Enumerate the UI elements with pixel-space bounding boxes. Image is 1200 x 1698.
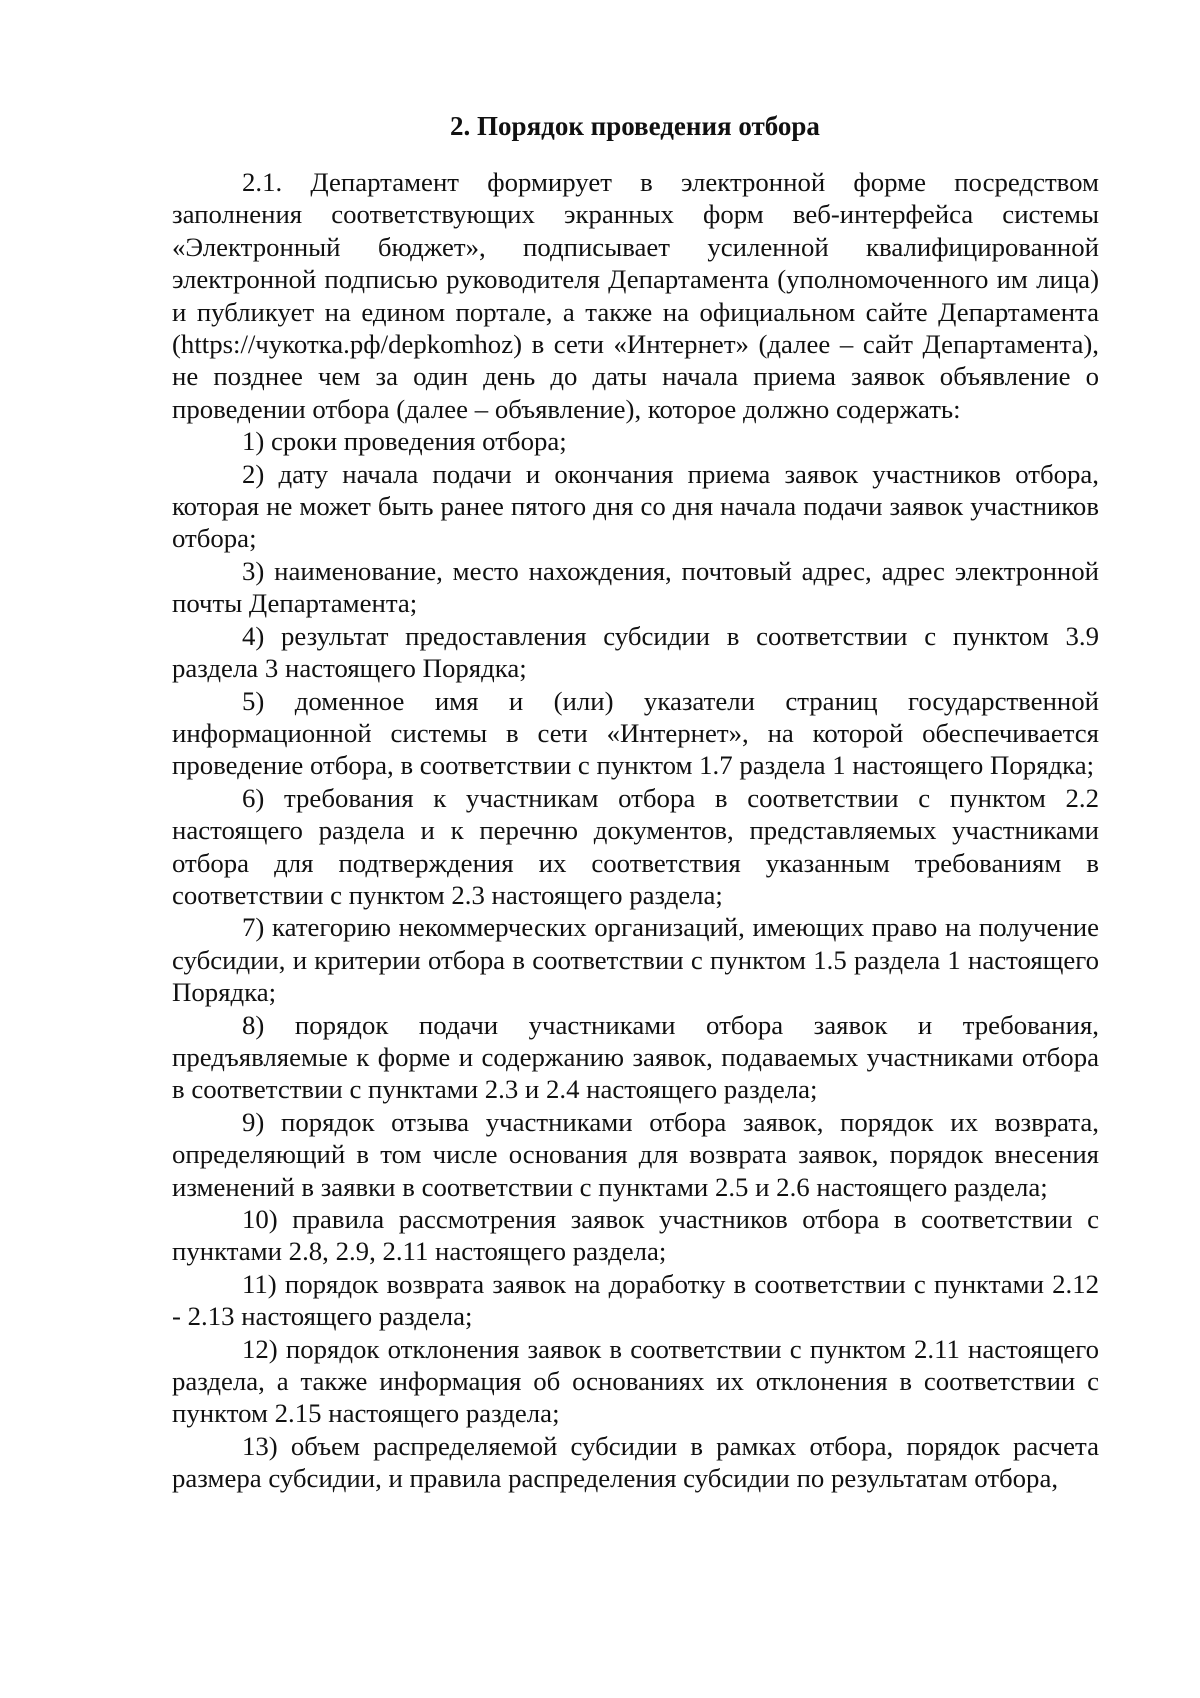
list-item-10: 10) правила рассмотрения заявок участников отбора в соответствии с пунктами 2.8, 2.9, 2.11 настоящего раздела; [172, 1204, 1099, 1267]
list-item-7: 7) категорию некоммерческих организаций, имеющих право на получение субсидии, и критерии отбора в соответствии с пунктом 1.5 раздела 1 настоящего Порядка; [172, 912, 1099, 1008]
list-item-9: 9) порядок отзыва участниками отбора заявок, порядок их возврата, определяющий в том числе основания для возврата заявок, порядок внесения изменений в заявки в соответствии с пунктами 2.5 и 2.6 настоящего раздела; [172, 1106, 1099, 1202]
list-item-12: 12) порядок отклонения заявок в соответствии с пунктом 2.11 настоящего раздела, а также информация об основаниях их отклонения в соответствии с пунктом 2.15 настоящего раздела; [172, 1333, 1099, 1429]
paragraph-2-1: 2.1. Департамент формирует в электронной форме посредством заполнения соответствующих экранных форм веб-интерфейса системы «Электронный бюджет», подписывает усиленной квалифицированной электронной подписью руководителя Департамента (уполномоченного им лица) и публикует на едином портале, а также на официальном сайте Департамента (https://чукотка.рф/depkomhoz) в сети «Интернет» (далее – сайт Департамента), не позднее чем за один день до даты начала приема заявок объявление о проведении отбора (далее – объявление), которое должно содержать: [172, 167, 1099, 424]
list-item-3: 3) наименование, место нахождения, почтовый адрес, адрес электронной почты Департамента; [172, 555, 1099, 619]
section-heading: 2. Порядок проведения отбора [450, 111, 820, 141]
list-item-1: 1) сроки проведения отбора; [242, 426, 567, 457]
list-item-4: 4) результат предоставления субсидии в соответствии с пунктом 3.9 раздела 3 настоящего Порядка; [172, 620, 1099, 684]
list-item-11: 11) порядок возврата заявок на доработку в соответствии с пунктами 2.12 - 2.13 настоящего раздела; [172, 1268, 1099, 1332]
list-item-13: 13) объем распределяемой субсидии в рамках отбора, порядок расчета размера субсидии, и правила распределения субсидии по результатам отбора, [172, 1430, 1099, 1494]
list-item-8: 8) порядок подачи участниками отбора заявок и требования, предъявляемые к форме и содержанию заявок, подаваемых участниками отбора в соответствии с пунктами 2.3 и 2.4 настоящего раздела; [172, 1009, 1099, 1105]
document-body [172, 166, 1099, 1495]
list-item-6: 6) требования к участникам отбора в соответствии с пунктом 2.2 настоящего раздела и к перечню документов, представляемых участниками отбора для подтверждения их соответствия указанным требованиям в соответствии с пунктом 2.3 настоящего раздела; [172, 782, 1099, 910]
list-item-5: 5) доменное имя и (или) указатели страниц государственной информационной системы в сети «Интернет», на которой обеспечивается проведение отбора, в соответствии с пунктом 1.7 раздела 1 настоящего Порядка; [172, 685, 1099, 781]
list-item-2: 2) дату начала подачи и окончания приема заявок участников отбора, которая не может быть ранее пятого дня со дня начала подачи заявок участников отбора; [172, 458, 1099, 554]
